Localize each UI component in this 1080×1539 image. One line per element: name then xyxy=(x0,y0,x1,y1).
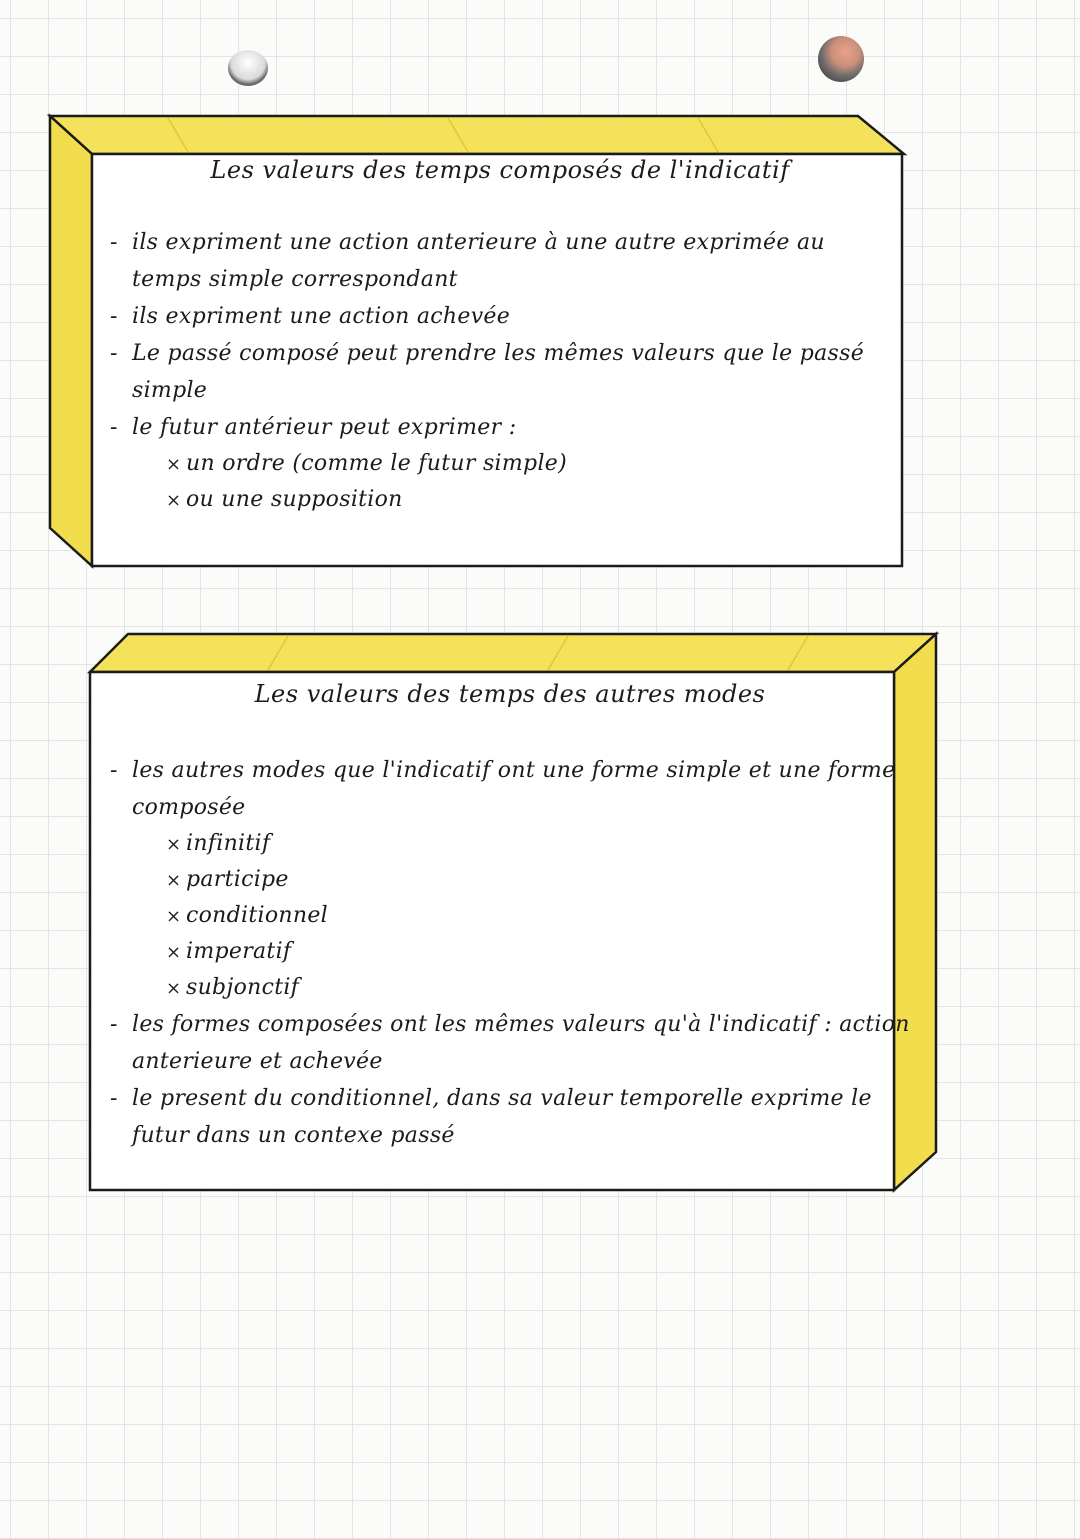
cross-icon: × xyxy=(166,454,182,475)
bullet-item: - ils expriment une action anterieure à une autre exprimée au temps simple correspondant xyxy=(110,230,825,292)
box-title: Les valeurs des temps des autres modes xyxy=(254,680,766,708)
cross-icon: × xyxy=(166,490,182,511)
bullet-item: - les formes composées ont les mêmes valeurs qu'à l'indicatif : action anterieure et achevée xyxy=(110,1012,910,1074)
sub-item: × infinitif xyxy=(110,826,910,862)
bullet-item: - les autres modes que l'indicatif ont une forme simple et une forme composée xyxy=(110,758,896,820)
sub-item: × participe xyxy=(110,862,910,898)
sub-item: × conditionnel xyxy=(110,898,910,934)
binder-hole-right xyxy=(818,36,864,82)
cross-icon: × xyxy=(166,906,182,927)
sub-item: × subjonctif xyxy=(110,970,910,1006)
sub-item: × un ordre (comme le futur simple) xyxy=(110,446,890,482)
sub-item: × imperatif xyxy=(110,934,910,970)
box-title: Les valeurs des temps composés de l'indicatif xyxy=(210,156,790,184)
box-content xyxy=(110,680,910,1154)
bullet-item: - ils expriment une action achevée xyxy=(110,304,511,329)
bullet-item: - le present du conditionnel, dans sa valeur temporelle exprime le futur dans un contexe passé xyxy=(110,1086,872,1148)
bullet-item: - Le passé composé peut prendre les mêmes valeurs que le passé simple xyxy=(110,341,865,403)
box-content xyxy=(110,156,890,518)
note-box-autres-modes xyxy=(88,632,940,1194)
cross-icon: × xyxy=(166,870,182,891)
cross-icon: × xyxy=(166,942,182,963)
note-box-indicatif xyxy=(48,114,908,570)
binder-hole-left xyxy=(228,50,268,86)
cross-icon: × xyxy=(166,978,182,999)
cross-icon: × xyxy=(166,834,182,855)
bullet-item: - le futur antérieur peut exprimer : xyxy=(110,415,517,440)
sub-item: × ou une supposition xyxy=(110,482,890,518)
